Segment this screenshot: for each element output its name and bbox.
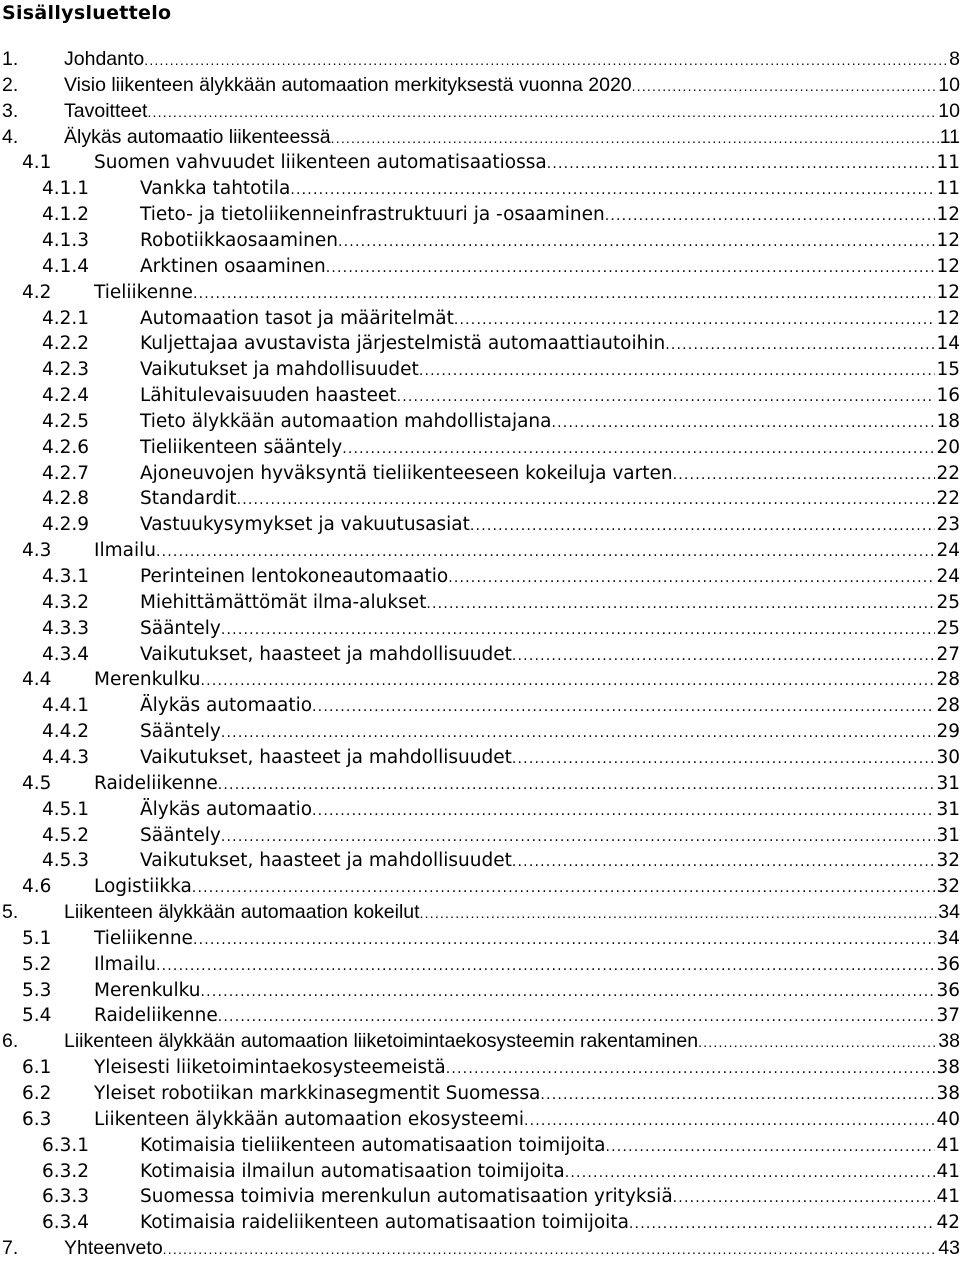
toc-entry-label: Suomen vahvuudet liikenteen automatisaatiossa (94, 152, 547, 174)
toc-entry-page: 41 (936, 1160, 960, 1182)
toc-entry[interactable] (0, 512, 960, 538)
toc-entry-label: Kotimaisia raideliikenteen automatisaation toimijoita (140, 1212, 629, 1234)
toc-entry-number: 4.1.3 (42, 229, 90, 251)
toc-entry-label: Liikenteen älykkään automaation liiketoimintaekosysteemin rakentaminen (64, 1030, 699, 1053)
toc-dot-leader (470, 514, 936, 540)
toc-entry-number: 4.4 (22, 669, 52, 691)
toc-dot-leader (552, 411, 936, 437)
toc-entry[interactable] (0, 1210, 960, 1236)
toc-entry-page: 28 (936, 695, 960, 717)
toc-entry-number: 4.1.1 (42, 178, 90, 200)
toc-entry-label: Kuljettajaa avustavista järjestelmistä automaattiautoihin (140, 333, 666, 355)
toc-dot-leader (218, 1005, 936, 1031)
toc-entry-label: Visio liikenteen älykkään automaation merkityksestä vuonna 2020 (64, 73, 632, 96)
toc-entry[interactable] (0, 538, 960, 564)
toc-entry-label: Logistiikka (94, 876, 192, 898)
toc-entry-number: 4.3.2 (42, 591, 90, 613)
toc-entry-page: 29 (936, 721, 960, 743)
toc-entry-label: Standardit (140, 488, 237, 510)
toc-dot-leader (237, 488, 936, 514)
toc-entry-label: Yleisesti liiketoimintaekosysteemeistä (94, 1057, 446, 1079)
toc-entry-label: Ilmailu (94, 953, 156, 975)
toc-dot-leader (665, 333, 935, 359)
toc-entry-number: 2. (2, 73, 19, 96)
toc-entry-number: 4. (2, 125, 19, 148)
toc-entry-number: 6.3.1 (42, 1134, 90, 1156)
toc-entry-label: Tieto älykkään automaation mahdollistajana (140, 410, 552, 432)
toc-dot-leader (221, 721, 936, 747)
toc-dot-leader (673, 463, 936, 489)
toc-entry-label: Sääntely (140, 721, 221, 743)
toc-entry[interactable] (0, 1081, 960, 1107)
toc-entry-label: Älykäs automaatio (140, 798, 313, 820)
toc-entry-label: Tieliikenne (94, 281, 193, 303)
toc-entry-page: 34 (936, 927, 960, 949)
toc-entry-label: Ilmailu (94, 540, 156, 562)
toc-entry-label: Liikenteen älykkään automaation kokeilut (64, 901, 420, 924)
toc-entry-page: 32 (936, 876, 960, 898)
toc-entry-page: 37 (936, 1005, 960, 1027)
toc-entry-page: 14 (936, 333, 960, 355)
toc-entry[interactable] (0, 1236, 960, 1262)
toc-entry-number: 4.3.4 (42, 643, 90, 665)
toc-title: Sisällysluettelo (2, 2, 172, 24)
toc-entry-label: Sääntely (140, 824, 221, 846)
toc-entry[interactable] (0, 202, 960, 228)
toc-entry-number: 4.2.2 (42, 333, 90, 355)
toc-entry-label: Tieliikenteen sääntely (140, 436, 343, 458)
toc-entry-page: 36 (936, 979, 960, 1001)
toc-entry[interactable] (0, 797, 960, 823)
toc-entry-number: 6.3.3 (42, 1186, 90, 1208)
toc-entry-label: Vankka tahtotila (140, 178, 291, 200)
toc-entry-label: Lähitulevaisuuden haasteet (140, 385, 397, 407)
toc-entry-page: 36 (936, 953, 960, 975)
toc-entry-page: 25 (936, 617, 960, 639)
toc-entry-label: Tavoitteet (64, 99, 148, 122)
toc-dot-leader (144, 48, 948, 74)
toc-entry[interactable] (0, 1184, 960, 1210)
toc-dot-leader (605, 204, 936, 230)
toc-entry[interactable] (0, 1003, 960, 1029)
toc-entry-label: Vaikutukset, haasteet ja mahdollisuudet (140, 746, 512, 768)
toc-dot-leader (454, 308, 936, 334)
toc-dot-leader (331, 126, 939, 152)
toc-entry-number: 4.2.4 (42, 385, 90, 407)
toc-entry-page: 15 (936, 359, 960, 381)
toc-dot-leader (512, 644, 936, 670)
toc-dot-leader (163, 1237, 938, 1263)
toc-entry[interactable] (0, 383, 960, 409)
toc-entry-number: 6.1 (22, 1057, 52, 1079)
toc-dot-leader (342, 437, 935, 463)
toc-entry-page: 31 (936, 772, 960, 794)
toc-entry-label: Liikenteen älykkään automaation ekosysteemi (94, 1108, 524, 1130)
toc-dot-leader (397, 385, 936, 411)
toc-entry-number: 4.2.9 (42, 514, 90, 536)
toc-entry-label: Suomessa toimivia merenkulun automatisaation yrityksiä (140, 1186, 673, 1208)
toc-entry-label: Vastuukysymykset ja vakuutusasiat (140, 514, 470, 536)
toc-entry-page: 12 (936, 204, 960, 226)
toc-entry-label: Kotimaisia ilmailun automatisaation toimijoita (140, 1160, 565, 1182)
toc-entry[interactable] (0, 900, 960, 926)
toc-entry[interactable] (0, 642, 960, 668)
toc-entry[interactable] (0, 926, 960, 952)
toc-dot-leader (420, 901, 938, 927)
toc-entry[interactable] (0, 693, 960, 719)
toc-entry[interactable] (0, 1029, 960, 1055)
toc-entry-page: 41 (936, 1186, 960, 1208)
toc-entry-page: 23 (936, 514, 960, 536)
toc-entry-page: 12 (936, 229, 960, 251)
toc-entry-number: 4.2.6 (42, 436, 90, 458)
toc-dot-leader (547, 152, 936, 178)
toc-entry-label: Merenkulku (94, 979, 201, 1001)
toc-entry-label: Sääntely (140, 617, 221, 639)
toc-entry-label: Automaation tasot ja määritelmät (140, 307, 454, 329)
toc-entry-number: 3. (2, 99, 19, 122)
toc-entry[interactable] (0, 228, 960, 254)
toc-entry-number: 5.3 (22, 979, 52, 1001)
toc-entry-page: 38 (938, 1030, 960, 1053)
toc-dot-leader (156, 540, 935, 566)
toc-entry[interactable] (0, 771, 960, 797)
toc-entry-number: 6.3.2 (42, 1160, 90, 1182)
toc-entry-number: 6.3 (22, 1108, 52, 1130)
toc-entry-page: 41 (936, 1134, 960, 1156)
toc-entry-label: Yhteenveto (64, 1237, 163, 1260)
toc-entry-label: Älykäs automaatio liikenteessä (64, 125, 331, 148)
toc-entry-page: 20 (936, 436, 960, 458)
toc-entry[interactable] (0, 461, 960, 487)
toc-entry-label: Yleiset robotiikan markkinasegmentit Suomessa (94, 1083, 541, 1104)
toc-entry-number: 4.4.3 (42, 746, 90, 768)
toc-entry[interactable] (0, 47, 960, 73)
toc-entry[interactable] (0, 590, 960, 616)
toc-entry-page: 12 (936, 281, 960, 303)
toc-entry-number: 4.5.2 (42, 824, 90, 846)
toc-entry-number: 5. (2, 901, 19, 924)
toc-entry[interactable] (0, 409, 960, 435)
toc-entry[interactable] (0, 73, 960, 99)
toc-entry-page: 16 (936, 385, 960, 407)
toc-dot-leader (147, 100, 937, 126)
toc-entry-number: 6. (2, 1030, 19, 1053)
toc-dot-leader (193, 928, 936, 954)
toc-entry-label: Perinteinen lentokoneautomaatio (140, 566, 449, 587)
toc-dot-leader (193, 282, 936, 308)
toc-entry[interactable] (0, 331, 960, 357)
toc-entry-number: 4.2.8 (42, 488, 90, 510)
toc-entry-label: Robotiikkaosaaminen (140, 229, 338, 251)
toc-dot-leader (156, 954, 935, 980)
toc-dot-leader (218, 773, 936, 799)
toc-entry-number: 4.2.3 (42, 359, 90, 381)
toc-entry-number: 4.3.1 (42, 566, 90, 587)
toc-entry-page: 38 (936, 1057, 960, 1079)
toc-entry-number: 4.2.1 (42, 307, 90, 329)
toc-entry-number: 5.2 (22, 953, 52, 975)
toc-entry[interactable] (0, 719, 960, 745)
toc-entry-page: 22 (936, 462, 960, 484)
toc-entry[interactable] (0, 952, 960, 978)
toc-entry-label: Johdanto (64, 48, 145, 70)
toc-entry-page: 11 (936, 152, 960, 174)
toc-dot-leader (192, 876, 936, 902)
toc-entry[interactable] (0, 306, 960, 332)
toc-entry[interactable] (0, 667, 960, 693)
toc-entry[interactable] (0, 486, 960, 512)
toc-dot-leader (448, 566, 935, 592)
toc-dot-leader (312, 695, 935, 721)
toc-entry-number: 7. (2, 1237, 19, 1260)
toc-entry-number: 4.4.2 (42, 721, 90, 743)
toc-entry-label: Tieto- ja tietoliikenneinfrastruktuuri ja -osaaminen (140, 204, 605, 226)
toc-entry-number: 4.1.2 (42, 204, 90, 226)
toc-entry-page: 38 (936, 1083, 960, 1104)
toc-entry-number: 4.3.3 (42, 617, 90, 639)
toc-entry-label: Arktinen osaaminen (140, 255, 326, 277)
toc-entry-page: 10 (938, 73, 960, 96)
toc-entry[interactable] (0, 564, 960, 590)
toc-entry-page: 11 (936, 178, 960, 200)
toc-dot-leader (524, 1109, 935, 1135)
toc-entry-label: Älykäs automaatio (140, 695, 313, 717)
toc-entry[interactable] (0, 254, 960, 280)
toc-entry-page: 31 (936, 824, 960, 846)
toc-dot-leader (632, 74, 938, 100)
toc-entry[interactable] (0, 616, 960, 642)
toc-entry[interactable] (0, 874, 960, 900)
toc-dot-leader (446, 1057, 936, 1083)
toc-entry[interactable] (0, 1107, 960, 1133)
toc-dot-leader (629, 1212, 936, 1238)
toc-entry[interactable] (0, 280, 960, 306)
toc-entry-label: Miehittämättömät ilma-alukset (140, 591, 427, 613)
toc-entry-number: 4.3 (22, 540, 52, 562)
toc-dot-leader (605, 1135, 935, 1161)
toc-entry-number: 4.6 (22, 876, 52, 898)
toc-entry-page: 8 (949, 48, 960, 70)
toc-entry-page: 42 (936, 1212, 960, 1234)
toc-entry-page: 24 (936, 540, 960, 562)
toc-entry-page: 22 (936, 488, 960, 510)
toc-entry[interactable] (0, 1159, 960, 1185)
toc-entry-label: Vaikutukset, haasteet ja mahdollisuudet (140, 850, 512, 872)
toc-entry[interactable] (0, 1055, 960, 1081)
toc-entry-page: 31 (936, 798, 960, 820)
toc-entry-number: 4.2 (22, 281, 52, 303)
toc-entry[interactable] (0, 150, 960, 176)
toc-entry-label: Vaikutukset, haasteet ja mahdollisuudet (140, 643, 512, 665)
toc-entry-page: 40 (936, 1108, 960, 1130)
toc-entry-number: 6.2 (22, 1083, 52, 1104)
toc-dot-leader (201, 669, 936, 695)
toc-entry-label: Ajoneuvojen hyväksyntä tieliikenteeseen kokeiluja varten (140, 462, 673, 484)
toc-dot-leader (698, 1030, 937, 1056)
toc-dot-leader (565, 1161, 936, 1187)
toc-dot-leader (540, 1083, 935, 1109)
toc-entry[interactable] (0, 357, 960, 383)
toc-entry[interactable] (0, 978, 960, 1004)
toc-dot-leader (312, 799, 935, 825)
toc-entry[interactable] (0, 823, 960, 849)
toc-entry-label: Raideliikenne (94, 1005, 218, 1027)
toc-dot-leader (338, 230, 935, 256)
toc-entry-number: 4.5.3 (42, 850, 90, 872)
toc-entry-label: Vaikutukset ja mahdollisuudet (140, 359, 419, 381)
toc-dot-leader (221, 618, 936, 644)
toc-entry-page: 25 (936, 591, 960, 613)
toc-dot-leader (201, 980, 936, 1006)
toc-entry-number: 4.1 (22, 152, 52, 174)
toc-entry-page: 28 (936, 669, 960, 691)
toc-entry-page: 12 (936, 255, 960, 277)
toc-entry[interactable] (0, 848, 960, 874)
toc-entry[interactable] (0, 125, 960, 151)
toc-entry-label: Merenkulku (94, 669, 201, 691)
toc-dot-leader (326, 256, 936, 282)
toc-entry-number: 4.5.1 (42, 798, 90, 820)
toc-entry[interactable] (0, 99, 960, 125)
toc-entry[interactable] (0, 1133, 960, 1159)
toc-dot-leader (512, 850, 936, 876)
toc-entry-number: 5.1 (22, 927, 52, 949)
toc-entry[interactable] (0, 176, 960, 202)
toc-entry-number: 6.3.4 (42, 1212, 90, 1234)
toc-dot-leader (512, 747, 936, 773)
toc-entry-label: Kotimaisia tieliikenteen automatisaation toimijoita (140, 1134, 606, 1156)
toc-entry-number: 4.1.4 (42, 255, 90, 277)
toc-entry-page: 10 (938, 99, 960, 122)
toc-entry-page: 32 (936, 850, 960, 872)
toc-entry-page: 24 (936, 566, 960, 587)
toc-entry-page: 34 (938, 901, 960, 924)
toc-entry-number: 1. (2, 48, 19, 70)
toc-entry-number: 4.5 (22, 772, 52, 794)
toc-entry-number: 4.4.1 (42, 695, 90, 717)
toc-entry-page: 11 (939, 125, 960, 148)
toc-entry[interactable] (0, 745, 960, 771)
toc-entry-number: 4.2.5 (42, 410, 90, 432)
toc-entry-label: Tieliikenne (94, 927, 193, 949)
toc-entry-number: 5.4 (22, 1005, 52, 1027)
toc-dot-leader (221, 825, 936, 851)
toc-entry-page: 43 (938, 1237, 960, 1260)
toc-dot-leader (673, 1186, 936, 1212)
toc-dot-leader (290, 178, 935, 204)
toc-entry-page: 27 (936, 643, 960, 665)
toc-entry-label: Raideliikenne (94, 772, 218, 794)
toc-entry-page: 30 (936, 746, 960, 768)
toc-dot-leader (419, 359, 936, 385)
toc-entry-page: 12 (936, 307, 960, 329)
toc-entry[interactable] (0, 435, 960, 461)
toc-dot-leader (426, 592, 935, 618)
toc-entry-page: 18 (936, 410, 960, 432)
toc-entry-number: 4.2.7 (42, 462, 90, 484)
